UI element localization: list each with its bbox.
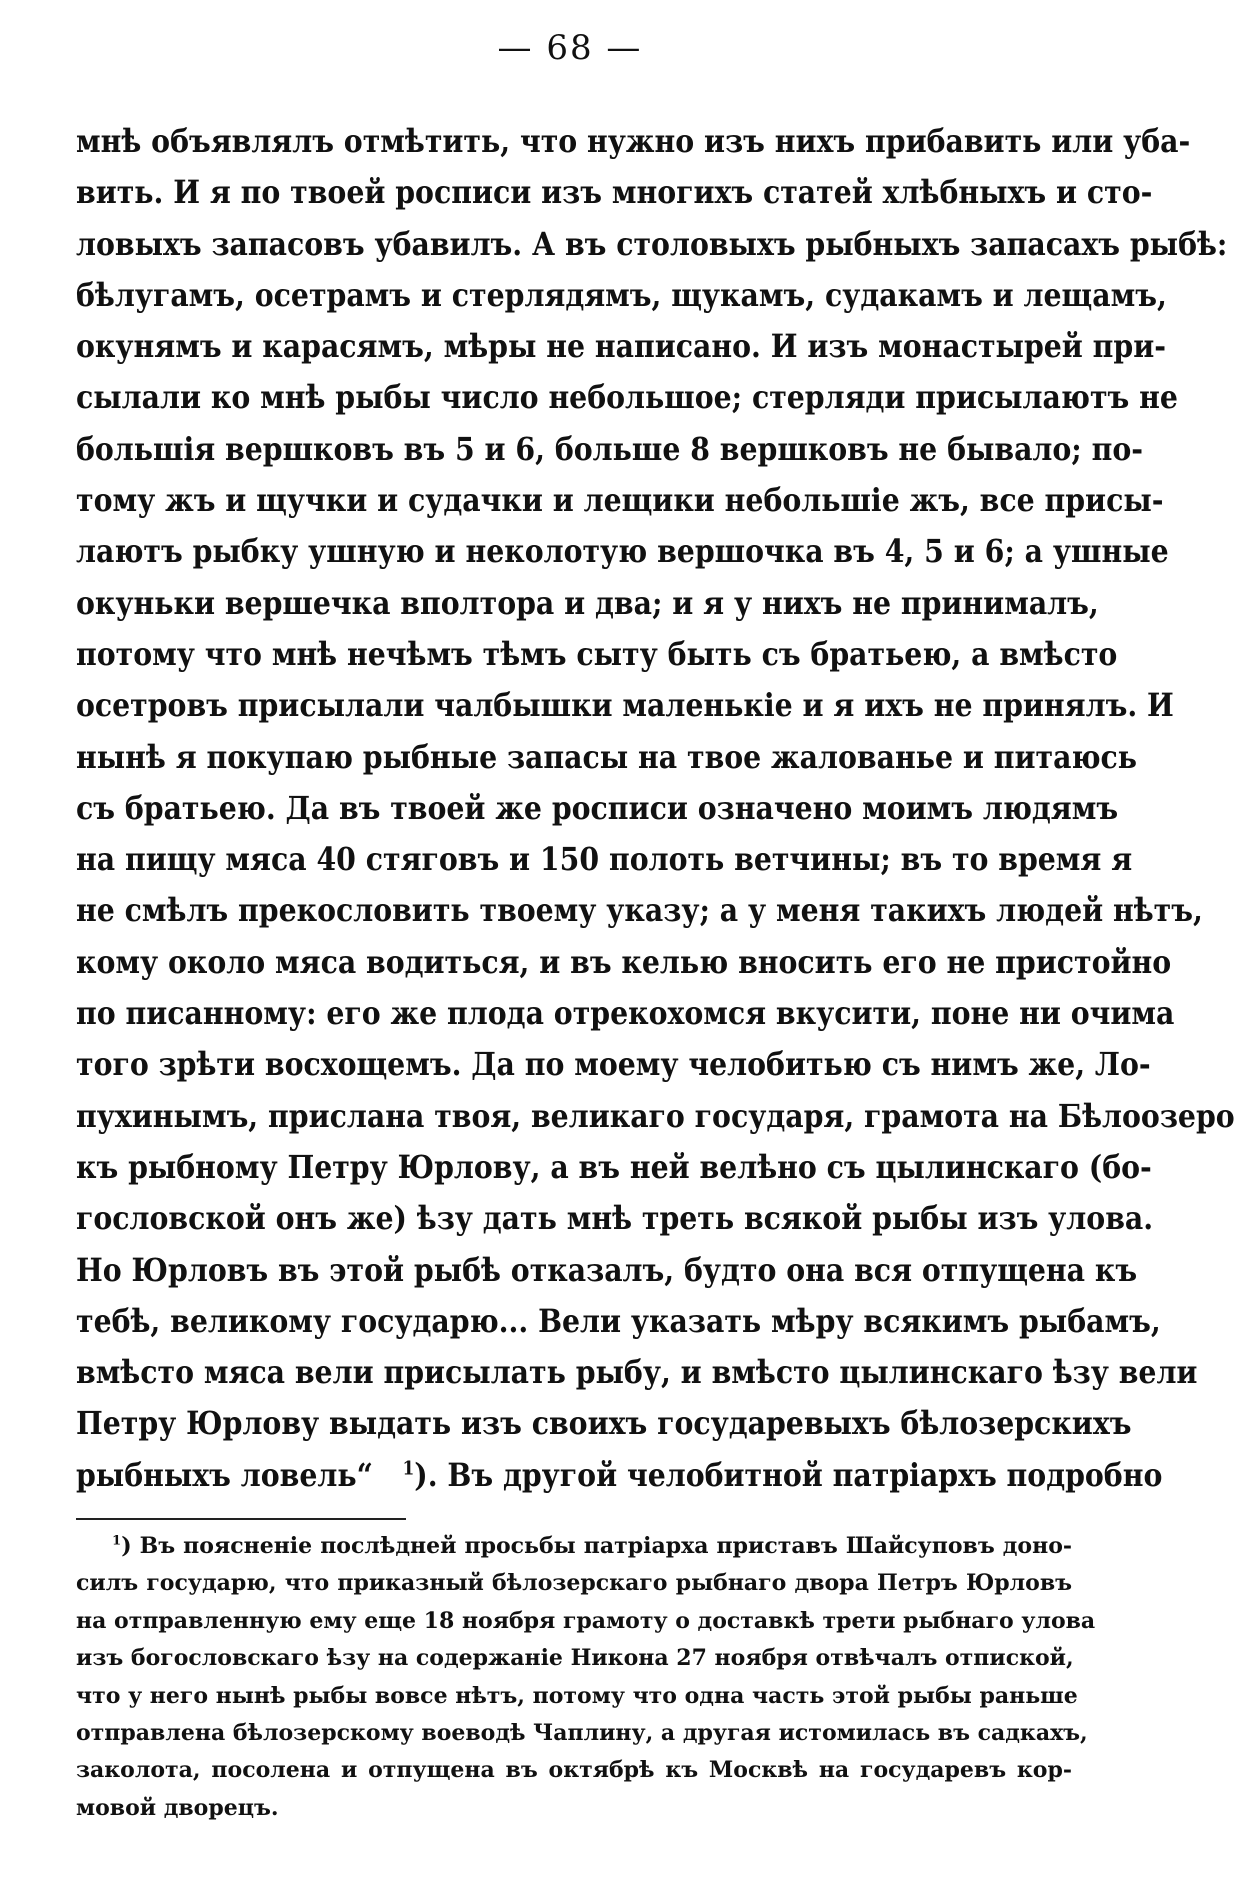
last-line-start: рыбныхъ ловель“ <box>76 1456 373 1494</box>
footnote-line-text: ) Въ поясненіе послѣдней просьбы патріарха приставъ Шайсуповъ доно- <box>121 1533 1072 1559</box>
text-line: Петру Юрлову выдать изъ своихъ государевыхъ бѣлозерскихъ <box>76 1405 1132 1443</box>
footnote-line: изъ богословскаго ѣзу на содержаніе Никона 27 ноября отвѣчалъ отпиской, <box>76 1645 1074 1672</box>
main-text <box>76 116 1235 1501</box>
text-line: окунямъ и карасямъ, мѣры не написано. И изъ монастырей при- <box>76 328 1167 366</box>
text-line: лаютъ рыбку ушную и неколотую вершочка въ 4, 5 и 6; а ушные <box>76 533 1169 571</box>
footnote-marker: 1 <box>112 1533 122 1549</box>
page-number: — 68 — <box>497 28 643 68</box>
text-line: ловыхъ запасовъ убавилъ. А въ столовыхъ рыбныхъ запасахъ рыбѣ: <box>76 225 1228 263</box>
text-line: окуньки вершечка вполтора и два; и я у нихъ не принималъ, <box>76 584 1099 622</box>
last-line-end: ). Въ другой челобитной патріархъ подробно <box>414 1456 1163 1494</box>
text-line: по писанному: его же плода отрекохомся вкусити, поне ни очима <box>76 995 1175 1033</box>
footnote-line: заколота, посолена и отпущена въ октябрѣ къ Москвѣ на государевъ кор- <box>76 1757 1072 1784</box>
footnote-line: мовой дворецъ. <box>76 1794 279 1821</box>
footnote-divider <box>76 1518 406 1520</box>
text-line: Но Юрловъ въ этой рыбѣ отказалъ, будто она вся отпущена къ <box>76 1251 1138 1289</box>
footnote-reference[interactable]: 1 <box>402 1457 415 1480</box>
text-line: съ братьею. Да въ твоей же росписи означено моимъ людямъ <box>76 789 1119 827</box>
text-line: бѣлугамъ, осетрамъ и стерлядямъ, щукамъ, судакамъ и лещамъ, <box>76 276 1167 314</box>
footnote <box>76 1528 1096 1827</box>
text-line: пухинымъ, прислана твоя, великаго государя, грамота на Бѣлоозеро <box>76 1097 1235 1135</box>
text-line: тому жъ и щучки и судачки и лещики небольшіе жъ, все присы- <box>76 482 1164 520</box>
text-line: вмѣсто мяса вели присылать рыбу, и вмѣсто цылинскаго ѣзу вели <box>76 1354 1198 1392</box>
footnote-line: отправлена бѣлозерскому воеводѣ Чаплину, а другая истомилась въ садкахъ, <box>76 1719 1088 1746</box>
text-line: мнѣ объявлялъ отмѣтить, что нужно изъ нихъ прибавить или уба- <box>76 123 1191 160</box>
text-line: большія вершковъ въ 5 и 6, больше 8 вершковъ не бывало; по- <box>76 430 1144 468</box>
footnote-line: на отправленную ему еще 18 ноября грамоту о доставкѣ трети рыбнаго улова <box>76 1607 1096 1634</box>
text-line: тебѣ, великому государю... Вели указать мѣру всякимъ рыбамъ, <box>76 1302 1161 1340</box>
text-line: нынѣ я покупаю рыбные запасы на твое жалованье и питаюсь <box>76 738 1138 776</box>
text-line-last <box>76 1450 1163 1501</box>
footnote-line: силъ государю, что приказный бѣлозерскаго рыбнаго двора Петръ Юрловъ <box>76 1570 1072 1597</box>
footnote-line <box>76 1528 1072 1565</box>
text-line: того зрѣти восхощемъ. Да по моему челобитью съ нимъ же, Ло- <box>76 1046 1151 1084</box>
footnote-line: что у него нынѣ рыбы вовсе нѣтъ, потому что одна часть этой рыбы раньше <box>76 1682 1078 1709</box>
text-line: не смѣлъ прекословить твоему указу; а у меня такихъ людей нѣтъ, <box>76 892 1203 930</box>
text-line: осетровъ присылали чалбышки маленькіе и я ихъ не принялъ. И <box>76 687 1174 725</box>
text-line: къ рыбному Петру Юрлову, а въ ней велѣно съ цылинскаго (бо- <box>76 1148 1152 1186</box>
text-line: потому что мнѣ нечѣмъ тѣмъ сыту быть съ братьею, а вмѣсто <box>76 635 1118 673</box>
text-line: кому около мяса водиться, и въ келью вносить его не пристойно <box>76 943 1172 981</box>
text-line: сылали ко мнѣ рыбы число небольшое; стерляди присылаютъ не <box>76 379 1178 417</box>
text-line: гословской онъ же) ѣзу дать мнѣ треть всякой рыбы изъ улова. <box>76 1200 1154 1238</box>
text-line: на пищу мяса 40 стяговъ и 150 полоть ветчины; въ то время я <box>76 841 1133 879</box>
text-line: вить. И я по твоей росписи изъ многихъ статей хлѣбныхъ и сто- <box>76 174 1153 212</box>
